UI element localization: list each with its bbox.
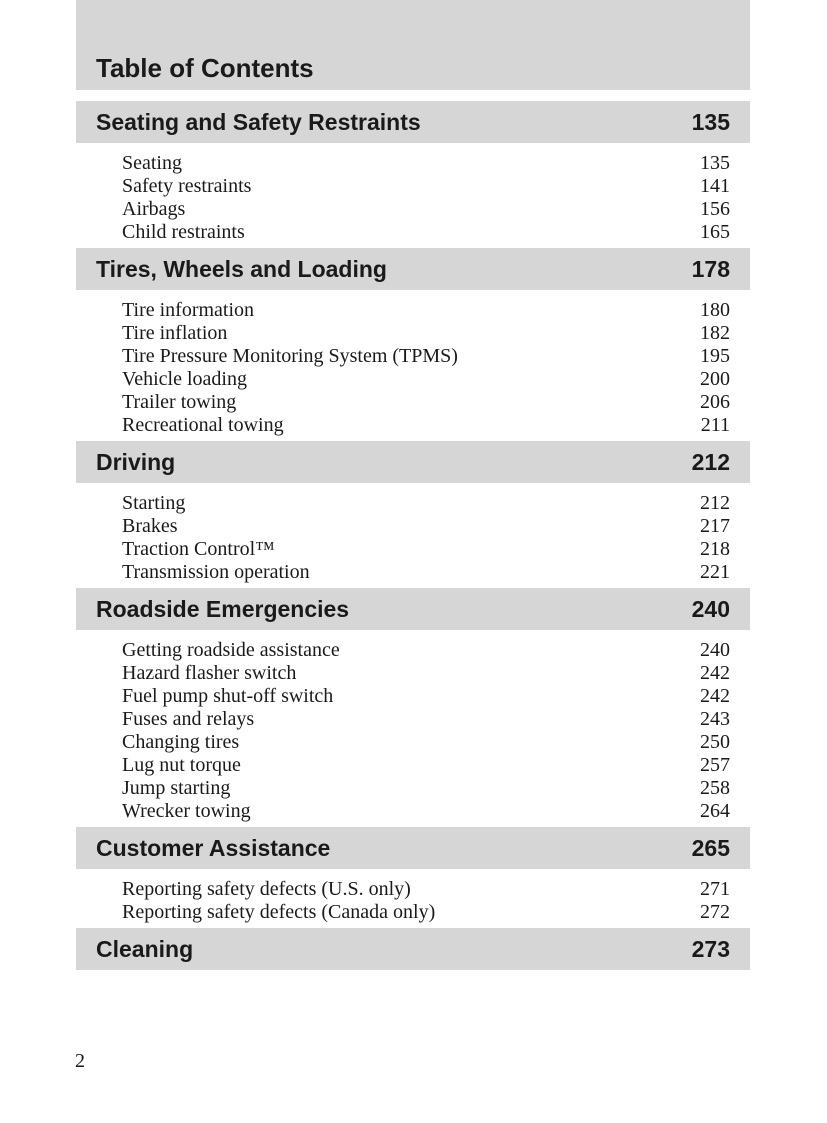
entry-label: Seating — [122, 152, 182, 174]
entry-label: Tire inflation — [122, 322, 228, 344]
toc-page — [76, 0, 750, 970]
toc-entry[interactable] — [122, 731, 730, 754]
section-heading[interactable] — [76, 101, 750, 143]
entry-label: Tire Pressure Monitoring System (TPMS) — [122, 345, 458, 367]
entry-page-number: 258 — [700, 777, 730, 799]
page-number: 2 — [75, 1050, 85, 1072]
entry-label: Brakes — [122, 515, 178, 537]
entry-page-number: 242 — [700, 662, 730, 684]
entry-label: Changing tires — [122, 731, 240, 753]
toc-entry[interactable] — [122, 299, 730, 322]
entry-page-number: 221 — [700, 561, 730, 583]
entry-label: Traction Control™ — [122, 538, 275, 560]
entry-page-number: 250 — [700, 731, 730, 753]
toc-entry[interactable] — [122, 152, 730, 175]
entry-page-number: 218 — [700, 538, 730, 560]
entry-label: Child restraints — [122, 221, 245, 243]
entry-label: Airbags — [122, 198, 186, 220]
section-heading[interactable] — [76, 248, 750, 290]
section-title: Customer Assistance — [96, 834, 331, 861]
entry-label: Fuses and relays — [122, 708, 255, 730]
entry-page-number: 257 — [700, 754, 730, 776]
toc-entry[interactable] — [122, 515, 730, 538]
toc-entry[interactable] — [122, 492, 730, 515]
entry-page-number: 240 — [700, 639, 730, 661]
entry-label: Lug nut torque — [122, 754, 241, 776]
entry-page-number: 212 — [700, 492, 730, 514]
entry-page-number: 206 — [700, 391, 730, 413]
entry-page-number: 264 — [700, 800, 730, 822]
entry-page-number: 135 — [700, 152, 730, 174]
section-page-number: 135 — [691, 108, 730, 135]
toc-header — [76, 0, 750, 90]
entry-page-number: 200 — [700, 368, 730, 390]
toc-section — [76, 441, 750, 588]
toc-entry[interactable] — [122, 777, 730, 800]
entry-page-number: 242 — [700, 685, 730, 707]
entry-label: Jump starting — [122, 777, 231, 799]
toc-section — [76, 588, 750, 827]
entry-page-number: 156 — [700, 198, 730, 220]
toc-entry[interactable] — [122, 414, 730, 437]
entry-label: Hazard flasher switch — [122, 662, 297, 684]
toc-entry[interactable] — [122, 322, 730, 345]
section-heading[interactable] — [76, 827, 750, 869]
entry-page-number: 195 — [700, 345, 730, 367]
toc-entry[interactable] — [122, 800, 730, 823]
section-title: Cleaning — [96, 935, 194, 962]
page-title: Table of Contents — [96, 53, 314, 83]
entry-label: Reporting safety defects (Canada only) — [122, 901, 436, 923]
toc-section — [76, 248, 750, 441]
toc-entry[interactable] — [122, 221, 730, 244]
entry-page-number: 272 — [700, 901, 730, 923]
entry-label: Starting — [122, 492, 186, 514]
toc-entry[interactable] — [122, 878, 730, 901]
toc-entry[interactable] — [122, 901, 730, 924]
toc-entry[interactable] — [122, 561, 730, 584]
entry-label: Trailer towing — [122, 391, 237, 413]
section-heading[interactable] — [76, 928, 750, 970]
entry-list — [76, 483, 750, 588]
toc-entry[interactable] — [122, 538, 730, 561]
entry-page-number: 217 — [700, 515, 730, 537]
toc-section — [76, 101, 750, 248]
section-heading[interactable] — [76, 588, 750, 630]
section-page-number: 273 — [691, 935, 730, 962]
entry-list — [76, 869, 750, 928]
entry-page-number: 271 — [700, 878, 730, 900]
toc-entry[interactable] — [122, 175, 730, 198]
entry-label: Wrecker towing — [122, 800, 251, 822]
toc-entry[interactable] — [122, 198, 730, 221]
entry-list — [76, 290, 750, 441]
toc-section — [76, 827, 750, 928]
toc-entry[interactable] — [122, 685, 730, 708]
toc-entry[interactable] — [122, 708, 730, 731]
toc-entry[interactable] — [122, 391, 730, 414]
toc-entry[interactable] — [122, 639, 730, 662]
section-title: Seating and Safety Restraints — [96, 108, 421, 135]
entry-list — [76, 630, 750, 827]
toc-entry[interactable] — [122, 368, 730, 391]
toc-entry[interactable] — [122, 345, 730, 368]
toc-sections — [76, 101, 750, 970]
section-page-number: 178 — [691, 255, 730, 282]
section-heading[interactable] — [76, 441, 750, 483]
entry-label: Transmission operation — [122, 561, 310, 583]
entry-label: Recreational towing — [122, 414, 284, 436]
section-page-number: 240 — [691, 595, 730, 622]
toc-entry[interactable] — [122, 662, 730, 685]
toc-entry[interactable] — [122, 754, 730, 777]
section-title: Roadside Emergencies — [96, 595, 350, 622]
entry-label: Fuel pump shut-off switch — [122, 685, 334, 707]
entry-page-number: 243 — [700, 708, 730, 730]
entry-page-number: 182 — [700, 322, 730, 344]
entry-page-number: 211 — [700, 414, 730, 436]
entry-page-number: 180 — [700, 299, 730, 321]
section-page-number: 265 — [691, 834, 730, 861]
entry-list — [76, 143, 750, 248]
section-title: Tires, Wheels and Loading — [96, 255, 387, 282]
section-page-number: 212 — [691, 448, 730, 475]
entry-label: Reporting safety defects (U.S. only) — [122, 878, 411, 900]
entry-label: Vehicle loading — [122, 368, 247, 390]
entry-page-number: 165 — [700, 221, 730, 243]
entry-label: Tire information — [122, 299, 255, 321]
toc-section — [76, 928, 750, 970]
entry-label: Safety restraints — [122, 175, 252, 197]
section-title: Driving — [96, 448, 176, 475]
entry-label: Getting roadside assistance — [122, 639, 340, 661]
entry-page-number: 141 — [700, 175, 730, 197]
